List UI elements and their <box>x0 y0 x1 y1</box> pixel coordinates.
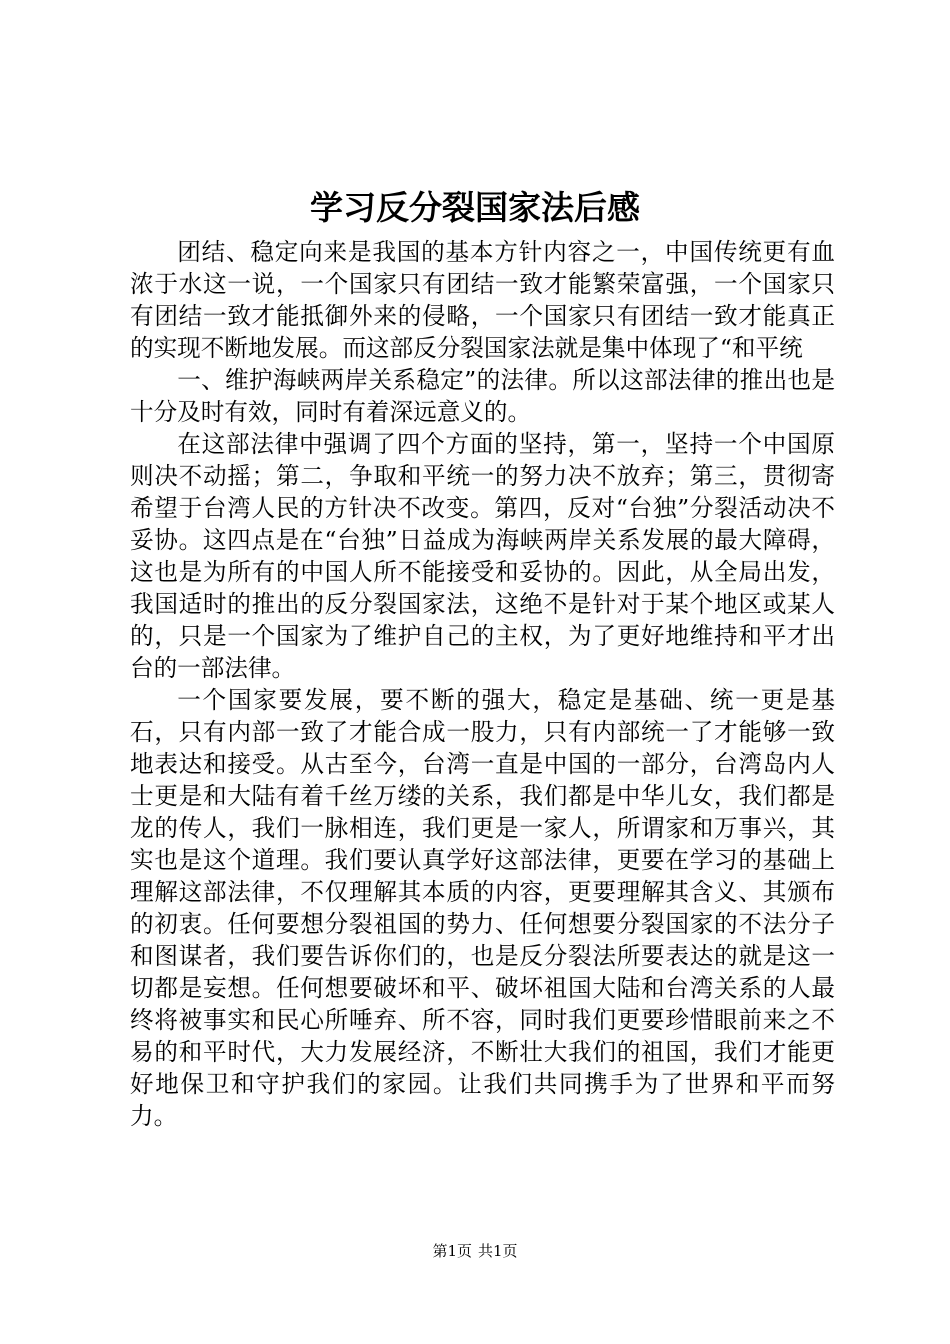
document-title: 学习反分裂国家法后感 <box>310 188 640 227</box>
paragraph-1: 团结、稳定向来是我国的基本方针内容之一，中国传统更有血浓于水这一说，一个国家只有团结一致才能繁荣富强，一个国家只有团结一致才能抵御外来的侵略，一个国家只有团结一致才能真正的实现不断地发展。而这部反分裂国家法就是集中体现了“和平统 <box>130 238 835 362</box>
paragraph-4: 一个国家要发展，要不断的强大，稳定是基础、统一更是基石，只有内部一致了才能合成一股力，只有内部统一了才能够一致地表达和接受。从古至今，台湾一直是中国的一部分，台湾岛内人士更是和大陆有着千丝万缕的关系，我们都是中华儿女，我们都是龙的传人，我们一脉相连，我们更是一家人，所谓家和万事兴，其实也是这个道理。我们要认真学好这部法律，更要在学习的基础上理解这部法律，不仅理解其本质的内容，更要理解其含义、其颁布的初衷。任何要想分裂祖国的势力、任何想要分裂国家的不法分子和图谋者，我们要告诉你们的，也是反分裂法所要表达的就是这一切都是妄想。任何想要破坏和平、破坏祖国大陆和台湾关系的人最终将被事实和民心所唾弃、所不容，同时我们更要珍惜眼前来之不易的和平时代，大力发展经济，不断壮大我们的祖国，我们才能更好地保卫和守护我们的家园。让我们共同携手为了世界和平而努力。 <box>130 686 835 1130</box>
page-footer <box>0 1241 950 1261</box>
page-total: 共1页 <box>478 1242 518 1260</box>
paragraph-2: 一、维护海峡两岸关系稳定”的法律。所以这部法律的推出也是十分及时有效，同时有着深远意义的。 <box>130 366 835 426</box>
paragraph-3: 在这部法律中强调了四个方面的坚持，第一，坚持一个中国原则决不动摇；第二，争取和平统一的努力决不放弃；第三，贯彻寄希望于台湾人民的方针决不改变。第四，反对“台独”分裂活动决不妥协。这四点是在“台独”日益成为海峡两岸关系发展的最大障碍，这也是为所有的中国人所不能接受和妥协的。因此，从全局出发，我国适时的推出的反分裂国家法，这绝不是针对于某个地区或某人的，只是一个国家为了维护自己的主权，为了更好地维持和平才出台的一部法律。 <box>130 430 835 682</box>
document-body <box>130 236 835 1132</box>
page-number: 第1页 <box>432 1242 472 1260</box>
